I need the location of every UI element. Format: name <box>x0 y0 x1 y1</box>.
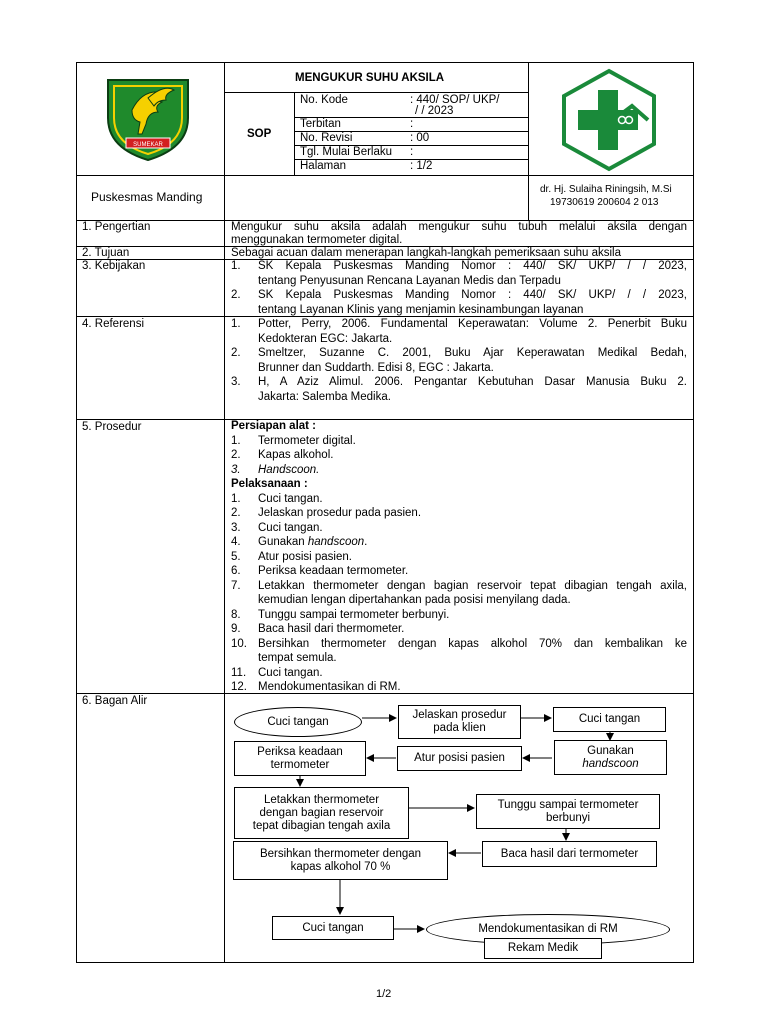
flow-node-dokumentasi: Mendokumentasikan di RM <box>426 914 670 945</box>
field-value-tgl: : <box>410 146 414 158</box>
list-item: 3. H, A Aziz Alimul. 2006. Pengantar Kebutuhan Dasar Manusia Buku 2. Jakarta: Salemba Medika. <box>231 376 687 403</box>
field-label-terbitan: Terbitan <box>300 118 341 130</box>
signer-name: dr. Hj. Sulaiha Riningsih, M.Si <box>540 184 672 195</box>
persiapan-title: Persiapan alat : <box>231 420 317 432</box>
list-item: 2. Kapas alkohol. <box>231 449 334 461</box>
list-item: 2. SK Kepala Puskesmas Manding Nomor : 440/ SK/ UKP/ / / 2023, tentang Layanan Klinis yang menjamin kesinambungan layanan <box>231 289 687 316</box>
signer-nip: 19730619 200604 2 013 <box>550 197 659 208</box>
field-value-kode-line2: / / 2023 <box>415 105 454 117</box>
label-kebijakan: 3. Kebijakan <box>82 260 146 272</box>
flow-node-periksa: Periksa keadaan termometer <box>234 741 366 776</box>
flow-node-atur-posisi: Atur posisi pasien <box>397 746 522 771</box>
field-value-halaman: : 1/2 <box>410 160 433 172</box>
list-item: 9. Baca hasil dari thermometer. <box>231 623 405 635</box>
pengertian-line1: Mengukur suhu aksila adalah mengukur suhu tubuh melalui aksila dengan <box>231 221 687 233</box>
label-pengertian: 1. Pengertian <box>82 221 151 233</box>
list-item: 8. Tunggu sampai termometer berbunyi. <box>231 608 450 621</box>
list-item: 2. Smeltzer, Suzanne C. 2001, Buku Ajar Keperawatan Medikal Bedah, Brunner dan Suddarth. Edisi 8, EGC : Jakarta. <box>231 347 687 374</box>
org-name: Puskesmas Manding <box>91 190 203 204</box>
list-item: 7. Letakkan thermometer dengan bagian reservoir tepat dibagian tengah axila, kemudian lengan dipertahankan pada posisi menyilang dada. <box>231 579 687 606</box>
tujuan-text: Sebagai acuan dalam menerapan langkah-langkah pemeriksaan suhu aksila <box>231 247 621 259</box>
field-value-revisi: : 00 <box>410 132 430 144</box>
label-bagan-alir: 6. Bagan Alir <box>82 695 148 707</box>
list-item: 1. Termometer digital. <box>231 434 356 447</box>
list-item: 11. Cuci tangan. <box>231 666 323 679</box>
flow-node-gunakan: Gunakan handscoon <box>554 740 667 775</box>
pelaksanaan-title: Pelaksanaan : <box>231 478 308 490</box>
list-item: 1. Potter, Perry, 2006. Fundamental Keperawatan: Volume 2. Penerbit Buku Kedokteran EGC: Jakarta. <box>231 318 687 345</box>
list-item: 3. Cuci tangan. <box>231 521 323 534</box>
field-label-revisi: No. Revisi <box>300 132 353 144</box>
pengertian-line2: menggunakan termometer digital. <box>231 234 403 246</box>
field-label-halaman: Halaman <box>300 160 347 172</box>
flow-node-baca: Baca hasil dari termometer <box>482 841 657 867</box>
flow-node-rekam-medik: Rekam Medik <box>484 938 602 959</box>
list-item: 6. Periksa keadaan termometer. <box>231 565 409 577</box>
list-item: 1. Cuci tangan. <box>231 492 323 505</box>
label-referensi: 4. Referensi <box>82 318 145 330</box>
flow-node-cuci-tangan-1: Cuci tangan <box>234 707 362 737</box>
list-item: 10. Bersihkan thermometer dengan kapas alkohol 70% dan kembalikan ke tempat semula. <box>231 637 687 664</box>
list-item: 1. SK Kepala Puskesmas Manding Nomor : 440/ SK/ UKP/ / / 2023, tentang Penyusunan Rencana Layanan Medis dan Terpadu <box>231 260 687 287</box>
label-tujuan: 2. Tujuan <box>82 247 130 259</box>
flow-node-bersihkan: Bersihkan thermometer dengan kapas alkohol 70 % <box>233 841 448 880</box>
field-label-tgl: Tgl. Mulai Berlaku <box>300 146 393 158</box>
field-value-kode: : 440/ SOP/ UKP/ <box>410 94 500 106</box>
list-item: 5. Atur posisi pasien. <box>231 550 352 563</box>
list-item: 4. Gunakan handscoon. <box>231 536 368 548</box>
list-item: 3. Handscoon. <box>231 463 320 476</box>
list-item: 12. Mendokumentasikan di RM. <box>231 681 401 693</box>
label-prosedur: 5. Prosedur <box>82 421 142 433</box>
flow-node-cuci-tangan-2: Cuci tangan <box>553 707 666 732</box>
flow-node-jelaskan: Jelaskan prosedur pada klien <box>398 705 521 739</box>
field-label-kode: No. Kode <box>300 94 348 106</box>
page-number: 1/2 <box>376 988 392 1000</box>
flow-node-letakkan: Letakkan thermometer dengan bagian reservoir tepat dibagian tengah axila <box>234 787 409 839</box>
flow-node-cuci-tangan-3: Cuci tangan <box>272 916 394 940</box>
emblem-banner-text: SUMEKAR <box>133 142 163 148</box>
list-item: 2. Jelaskan prosedur pada pasien. <box>231 507 422 519</box>
flow-node-tunggu: Tunggu sampai termometer berbunyi <box>476 794 660 829</box>
sop-label: SOP <box>247 128 272 140</box>
page-title: MENGUKUR SUHU AKSILA <box>295 72 445 84</box>
field-value-terbitan: : <box>410 118 414 130</box>
